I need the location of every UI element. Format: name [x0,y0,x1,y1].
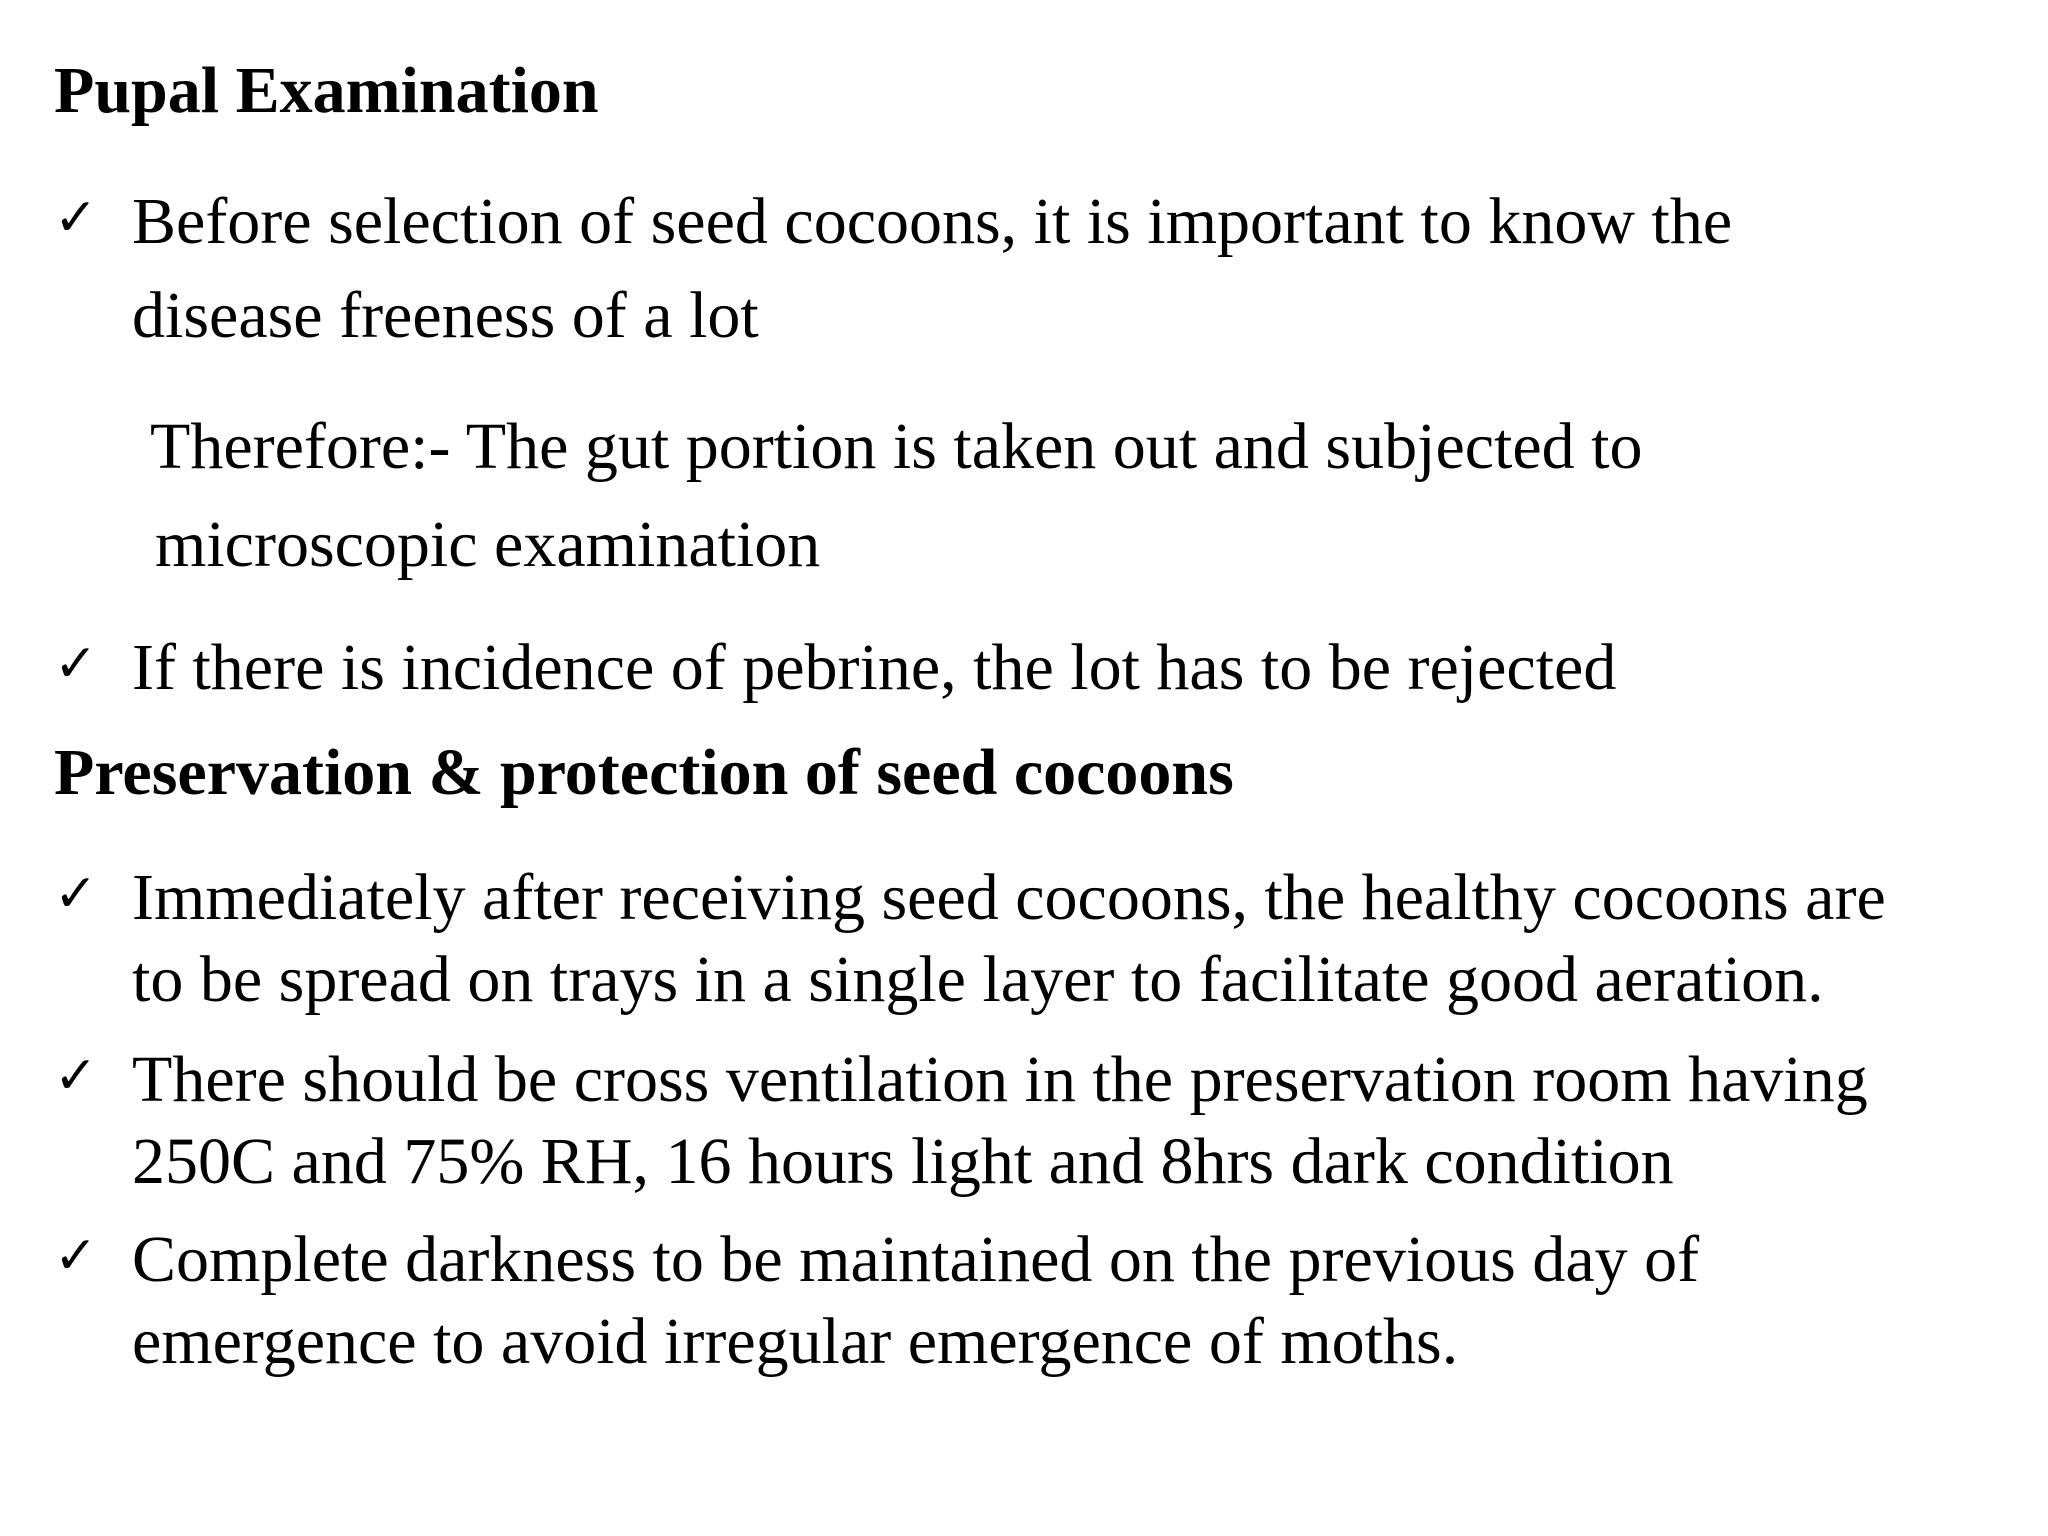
bullet-line: emergence to avoid irregular emergence of moths. [132,1305,1459,1378]
bullet-line: If there is incidence of pebrine, the lot has to be rejected [132,631,1617,704]
bullet-text [132,1036,2008,1206]
bullet-line: 250C and 75% RH, 16 hours light and 8hrs dark condition [132,1125,1674,1198]
checkmark-icon: ✓ [54,1226,98,1286]
note-line-2: microscopic examination [155,508,821,581]
checkmark-icon: ✓ [54,188,98,248]
bullet-line: disease freeness of a lot [132,279,759,352]
bullet-line: There should be cross ventilation in the preservation room having [132,1043,1868,1116]
bullet-line: Immediately after receiving seed cocoons, the healthy cocoons are [132,861,1886,934]
bullet-text [132,854,1886,1024]
heading-preservation: Preservation & protection of seed cocoons [54,736,1234,809]
bullet-text [132,624,1616,712]
bullet-text [132,178,1732,360]
checkmark-icon: ✓ [54,864,98,924]
heading-pupal-examination: Pupal Examination [54,54,599,127]
bullet-text [132,1216,1699,1386]
bullet-line: to be spread on trays in a single layer to facilitate good aeration. [132,943,1824,1016]
checkmark-icon: ✓ [54,634,98,694]
note-line-1: Therefore:- The gut portion is taken out and subjected to [150,410,1643,483]
bullet-line: Before selection of seed cocoons, it is important to know the [132,185,1733,258]
bullet-line: Complete darkness to be maintained on the previous day of [132,1223,1700,1296]
checkmark-icon: ✓ [54,1046,98,1106]
